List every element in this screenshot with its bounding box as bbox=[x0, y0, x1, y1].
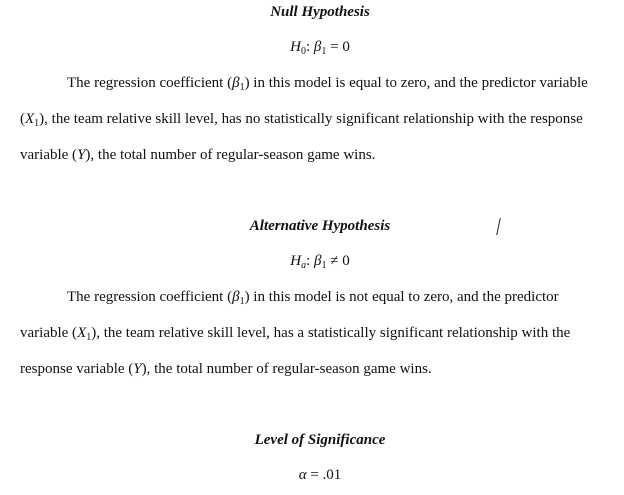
relation: = .01 bbox=[310, 467, 342, 483]
x-subscript: 1 bbox=[86, 332, 92, 343]
text-segment: The regression coefficient ( bbox=[67, 289, 233, 305]
significance-heading: Level of Significance bbox=[254, 432, 386, 448]
null-paragraph-line-3 bbox=[20, 147, 620, 164]
relation: ≠ 0 bbox=[330, 253, 350, 269]
x-symbol: X bbox=[25, 111, 35, 127]
y-symbol: Y bbox=[133, 361, 142, 377]
x-symbol: X bbox=[77, 325, 87, 341]
text-segment: response variable ( bbox=[20, 361, 134, 377]
text-segment: ) in this model is not equal to zero, and the predictor bbox=[244, 289, 559, 305]
text-segment: variable ( bbox=[20, 147, 78, 163]
null-paragraph-line-1 bbox=[67, 75, 624, 92]
beta-symbol: β bbox=[313, 39, 322, 55]
beta-subscript: 1 bbox=[321, 46, 327, 57]
relation: = 0 bbox=[330, 39, 350, 55]
text-segment: ), the team relative skill level, has a statistically significant relationship with the bbox=[91, 325, 571, 341]
text-segment: ( bbox=[20, 111, 25, 127]
h-subscript: a bbox=[301, 260, 307, 271]
alternative-hypothesis-formula: $H_a$: $\beta_1 \ne 0$ bbox=[290, 253, 350, 271]
alpha-symbol: α bbox=[298, 467, 307, 483]
alt-paragraph-line-1 bbox=[67, 289, 624, 306]
beta-symbol: β bbox=[314, 253, 322, 269]
beta-subscript: 1 bbox=[239, 296, 245, 307]
text-segment: ), the team relative skill level, has no statistically significant relationship with the response bbox=[39, 111, 583, 127]
null-hypothesis-formula: $H_0$: $\beta_1 = 0$ bbox=[290, 39, 350, 57]
x-subscript: 1 bbox=[34, 118, 40, 129]
h-subscript: 0 bbox=[300, 46, 306, 57]
h-symbol: H bbox=[290, 39, 301, 55]
alt-paragraph-line-2 bbox=[20, 325, 620, 342]
significance-formula bbox=[0, 467, 624, 484]
alternative-hypothesis-heading: Alternative Hypothesis bbox=[249, 218, 391, 234]
alt-paragraph-line-3 bbox=[20, 361, 620, 378]
beta-symbol: β bbox=[232, 75, 240, 91]
text-segment: ), the total number of regular-season game wins. bbox=[141, 361, 432, 377]
h-symbol: H bbox=[290, 253, 302, 269]
text-segment: The regression coefficient ( bbox=[67, 75, 233, 91]
beta-subscript: 1 bbox=[321, 260, 327, 271]
y-symbol: Y bbox=[77, 147, 86, 163]
beta-symbol: β bbox=[232, 289, 240, 305]
null-paragraph-line-2 bbox=[20, 111, 620, 128]
text-segment: variable ( bbox=[20, 325, 78, 341]
text-segment: ) in this model is equal to zero, and the predictor variable bbox=[244, 75, 588, 91]
beta-subscript: 1 bbox=[239, 82, 245, 93]
text-segment: ), the total number of regular-season game wins. bbox=[85, 147, 376, 163]
null-hypothesis-heading: Null Hypothesis bbox=[270, 4, 370, 20]
